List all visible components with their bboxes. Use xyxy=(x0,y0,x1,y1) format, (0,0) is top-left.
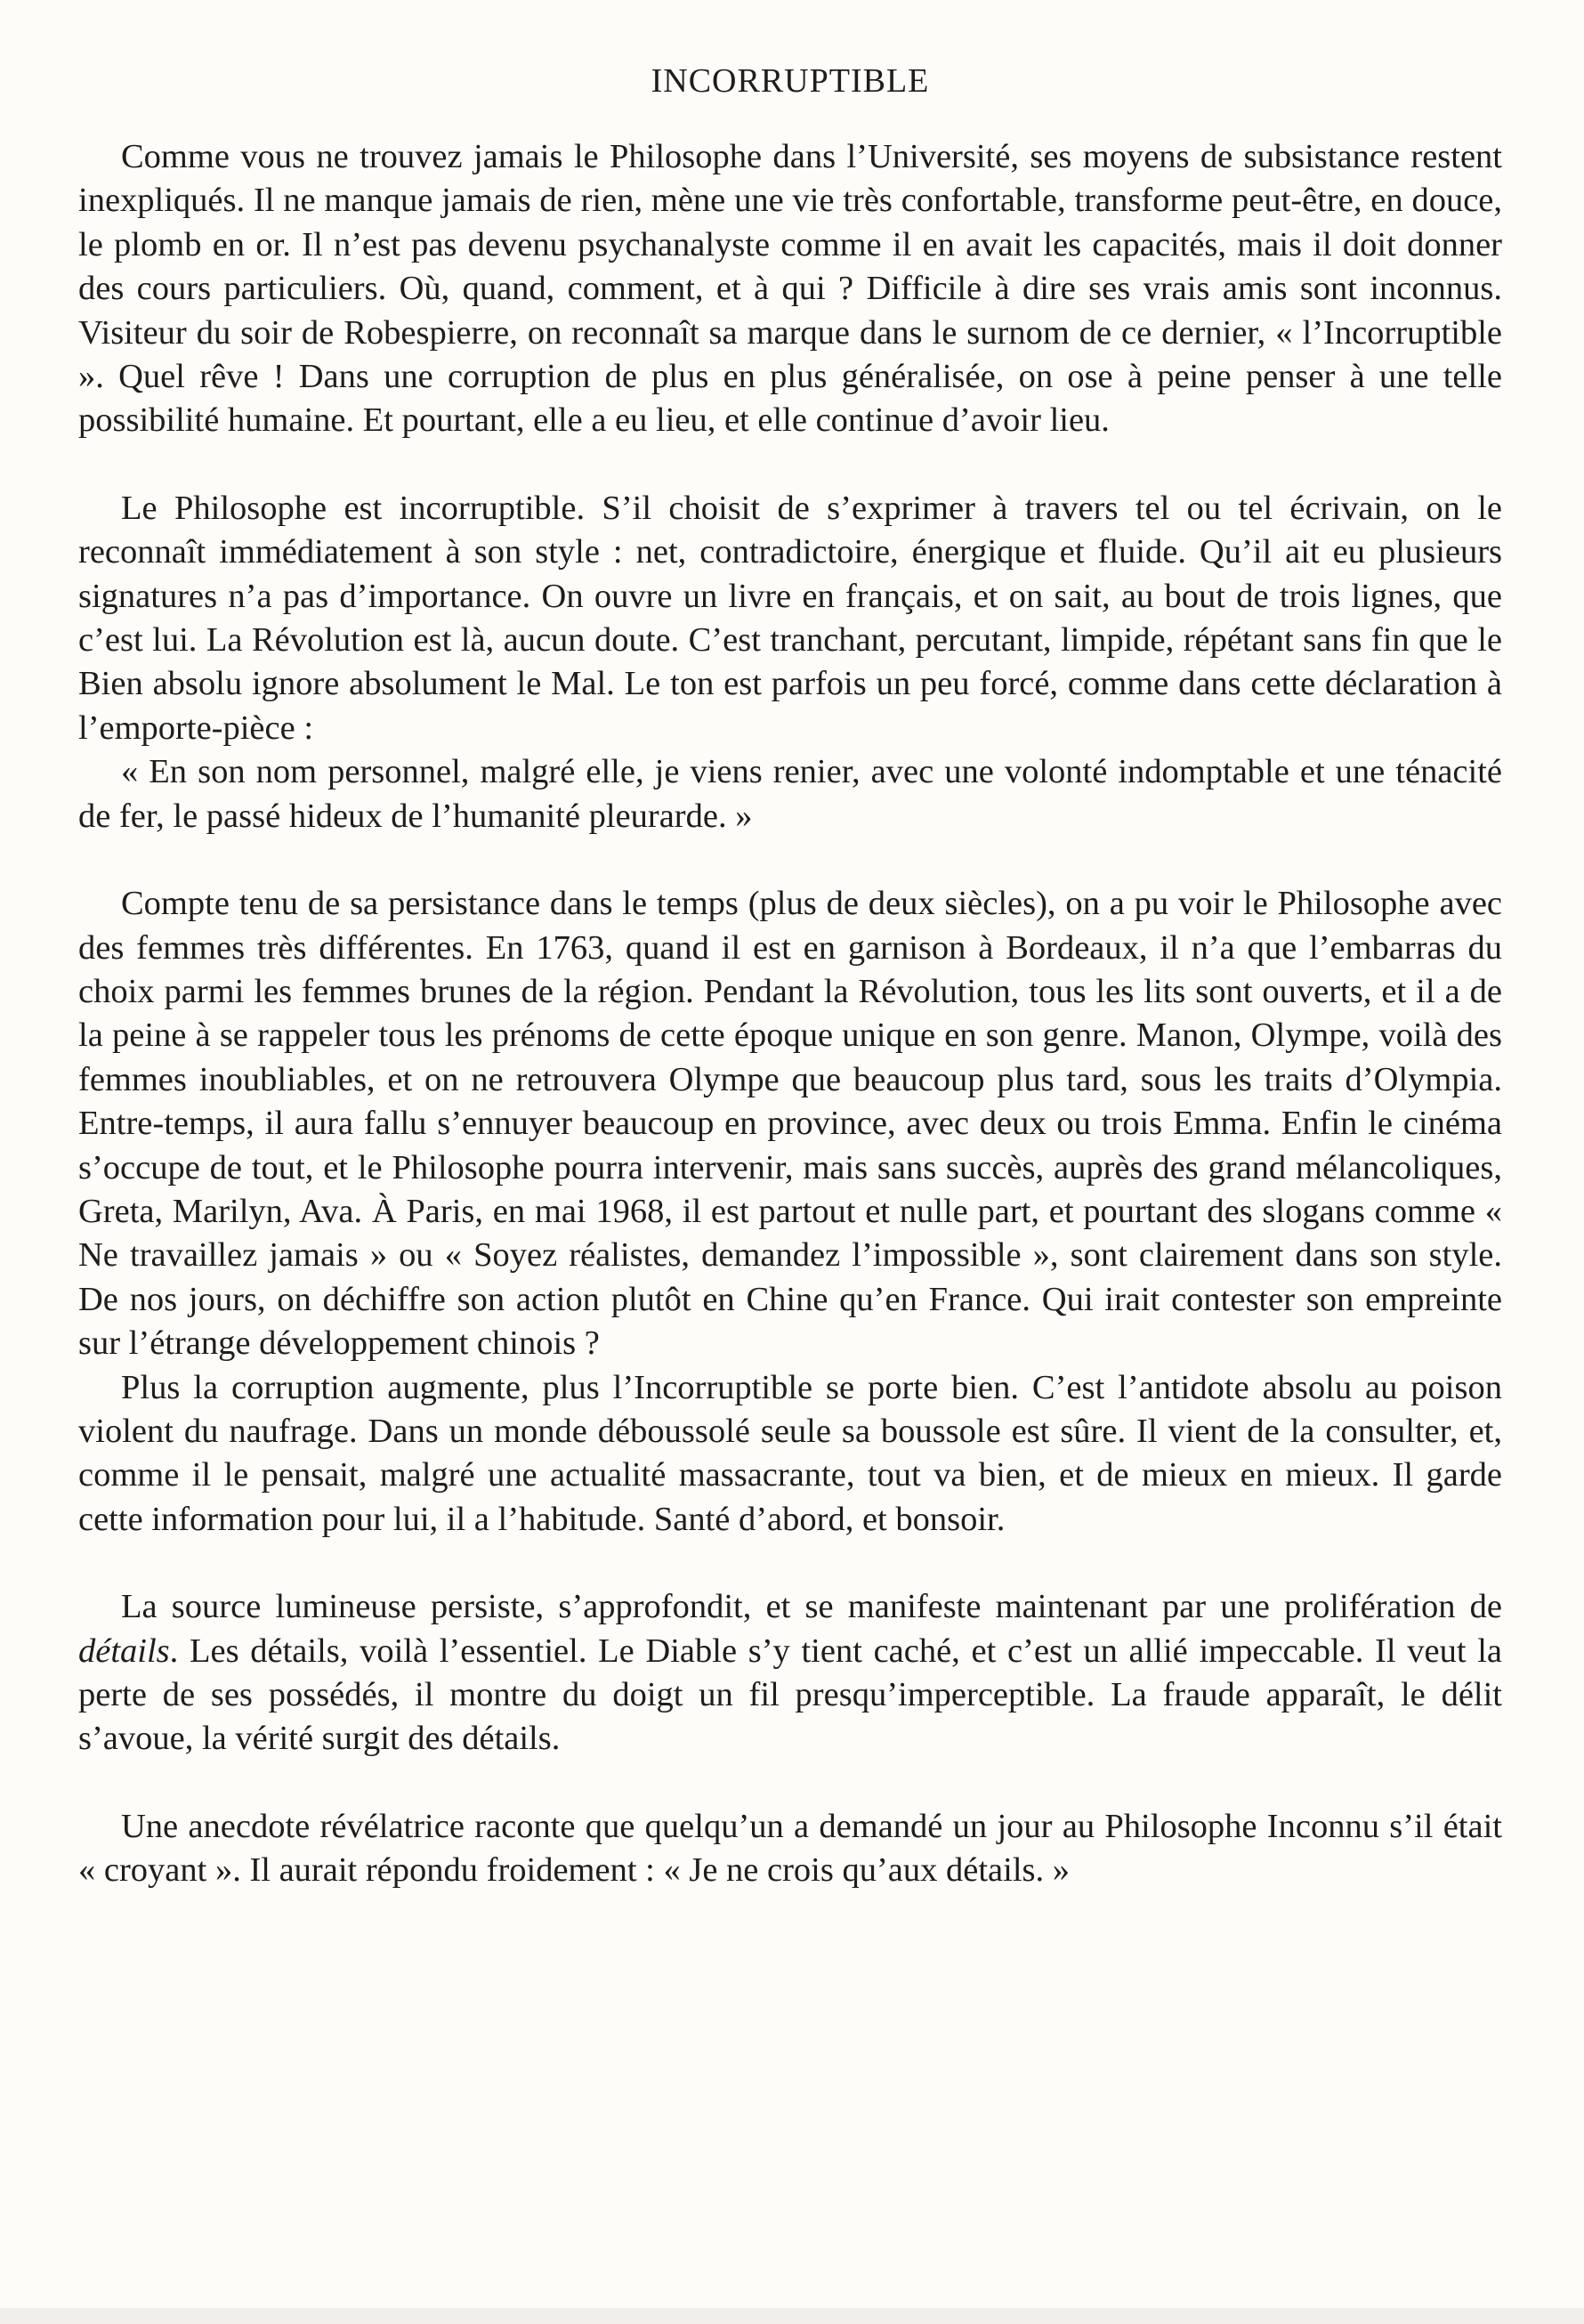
paragraph-5 xyxy=(78,1585,1502,1761)
paragraph-3: Compte tenu de sa persistance dans le temps (plus de deux siècles), on a pu voir le Philosophe avec des femmes très différentes. En 1763, quand il est en garnison à Bordeaux, il n’a que l’embarras du choix parmi les femmes brunes de la région. Pendant la Révolution, tous les lits sont ouverts, et il a de la peine à se rappeler tous les prénoms de cette époque unique en son genre. Manon, Olympe, voilà des femmes inoubliables, et on ne retrouvera Olympe que beaucoup plus tard, sous les traits d’Olympia. Entre-temps, il aura fallu s’ennuyer beaucoup en province, avec deux ou trois Emma. Enfin le cinéma s’occupe de tout, et le Philosophe pourra intervenir, mais sans succès, auprès des grand mélancoliques, Greta, Marilyn, Ava. À Paris, en mai 1968, il est partout et nulle part, et pourtant des slogans comme « Ne travaillez jamais » ou « Soyez réalistes, demandez l’impossible », sont clairement dans son style. De nos jours, on déchiffre son action plutôt en Chine qu’en France. Qui irait contester son empreinte sur l’étrange développement chinois ? xyxy=(78,885,1502,1363)
book-page xyxy=(78,59,1502,1893)
paragraph-4: Plus la corruption augmente, plus l’Incorruptible se porte bien. C’est l’antidote absolu au poison violent du naufrage. Dans un monde déboussolé seule sa boussole est sûre. Il vient de la consulter, et, comme il le pensait, malgré une actualité massacrante, tout va bien, et de mieux en mieux. Il garde cette information pour lui, il a l’habitude. Santé d’abord, et bonsoir. xyxy=(78,1368,1502,1538)
emphasized-word: détails xyxy=(78,1632,170,1670)
paragraph-2: Le Philosophe est incorruptible. S’il choisit de s’exprimer à travers tel ou tel écrivain, on le reconnaît immédiatement à son style : net, contradictoire, énergique et fluide. Qu’il ait eu plusieurs signatures n’a pas d’importance. On ouvre un livre en français, et on sait, au bout de trois lignes, que c’est lui. La Révolution est là, aucun doute. C’est tranchant, percutant, limpide, répétant sans fin que le Bien absolu ignore absolument le Mal. Le ton est parfois un peu forcé, comme dans cette déclaration à l’emporte-pièce : xyxy=(78,489,1502,747)
chapter-title: INCORRUPTIBLE xyxy=(651,62,930,100)
paragraph-5-end: . Les détails, voilà l’essentiel. Le Diable s’y tient caché, et c’est un allié impeccable. Il veut la perte de ses possédés, il montre du doigt un fil presqu’imperceptible. La fraude apparaît, le délit s’avoue, la vérité surgit des détails. xyxy=(78,1632,1502,1758)
paragraph-5-start: La source lumineuse persiste, s’approfondit, et se manifeste maintenant par une prolifération de xyxy=(121,1588,1502,1626)
quotation: « En son nom personnel, malgré elle, je viens renier, avec une volonté indomptable et une ténacité de fer, le passé hideux de l’humanité pleurarde. » xyxy=(78,753,1502,835)
page-edge xyxy=(0,2308,1584,2324)
paragraph-6: Une anecdote révélatrice raconte que quelqu’un a demandé un jour au Philosophe Inconnu s’il était « croyant ». Il aurait répondu froidement : « Je ne crois qu’aux détails. » xyxy=(78,1807,1502,1890)
paragraph-1: Comme vous ne trouvez jamais le Philosophe dans l’Université, ses moyens de subsistance restent inexpliqués. Il ne manque jamais de rien, mène une vie très confortable, transforme peut-être, en douce, le plomb en or. Il n’est pas devenu psychanalyste comme il en avait les capacités, mais il doit donner des cours particuliers. Où, quand, comment, et à qui ? Difficile à dire ses vrais amis sont inconnus. Visiteur du soir de Robespierre, on reconnaît sa marque dans le surnom de ce dernier, « l’Incorruptible ». Quel rêve ! Dans une corruption de plus en plus généralisée, on ose à peine penser à une telle possibilité humaine. Et pourtant, elle a eu lieu, et elle continue d’avoir lieu. xyxy=(78,138,1502,440)
